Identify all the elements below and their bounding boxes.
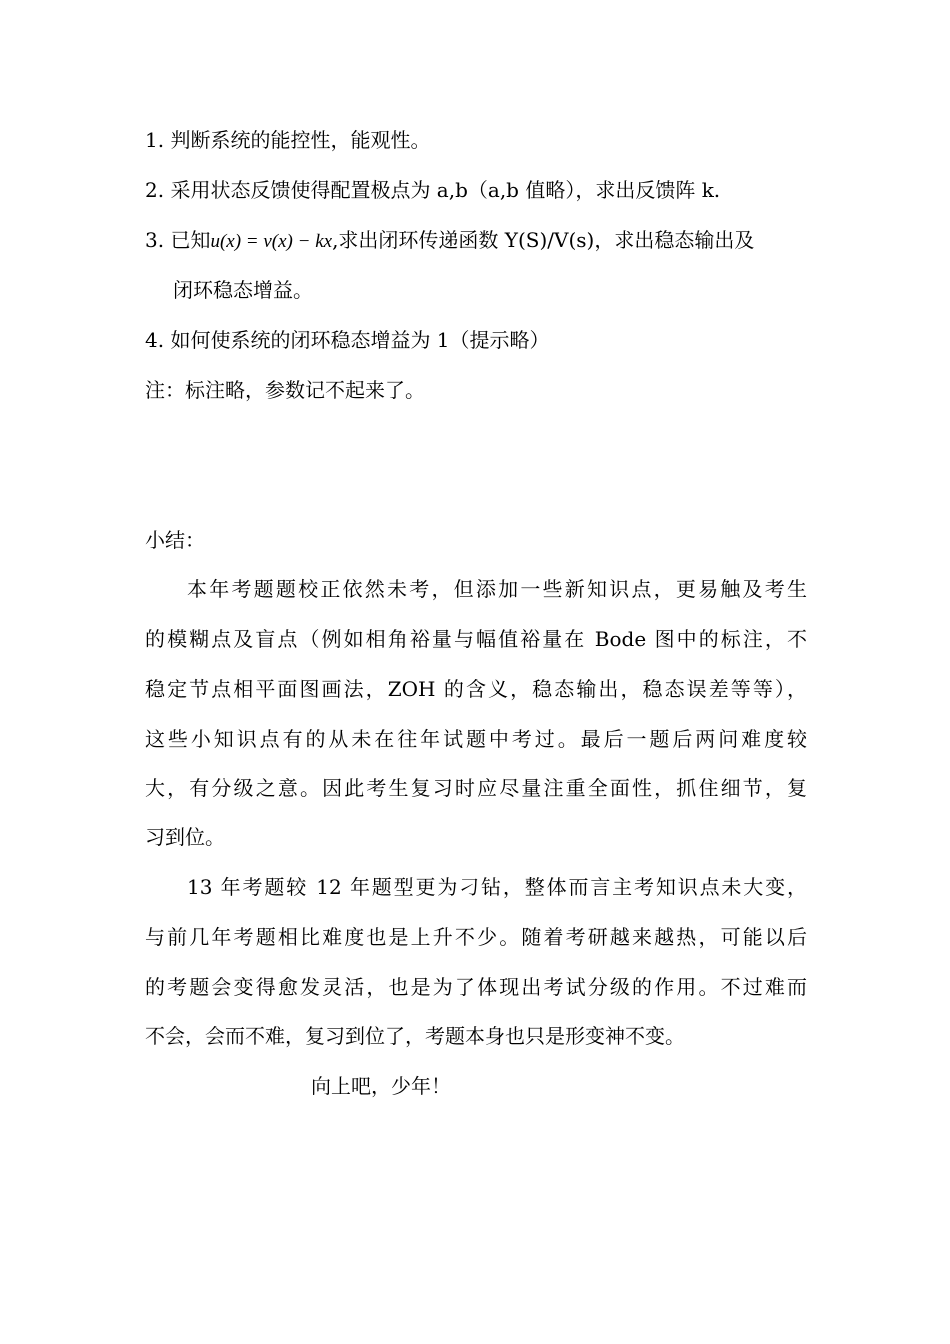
question-4-text: 如何使系统的闭环稳态增益为 1（提示略）: [170, 328, 550, 352]
paragraph-line: 的考题会变得愈发灵活，也是为了体现出考试分级的作用。不过难而: [145, 975, 807, 999]
paragraph-line: 与前几年考题相比难度也是上升不少。随着考研越来越热，可能以后: [145, 925, 807, 949]
paragraph-line: 的模糊点及盲点（例如相角裕量与幅值裕量在 Bode 图中的标注，不: [145, 627, 807, 651]
question-3-post: ,求出闭环传递函数 Y(S)/V(s)，求出稳态输出及: [332, 228, 755, 252]
closing-line: 向上吧，少年！: [311, 1074, 451, 1098]
question-3: [145, 226, 754, 256]
paragraph-line: 习到位。: [145, 825, 225, 849]
question-2-text: 采用状态反馈使得配置极点为 a,b（a,b 值略），求出反馈阵 k.: [170, 178, 721, 202]
note: 注：标注略，参数记不起来了。: [145, 378, 425, 402]
question-2-number: 2.: [145, 178, 165, 202]
summary-heading: 小结：: [145, 528, 205, 552]
question-3-formula: u(x) = v(x) − kx: [210, 231, 333, 252]
question-1-number: 1.: [145, 128, 165, 152]
paragraph-line: 不会，会而不难，复习到位了，考题本身也只是形变神不变。: [145, 1024, 685, 1048]
question-2: [145, 176, 720, 204]
question-4: [145, 326, 550, 354]
question-3-number: 3.: [145, 228, 165, 252]
paragraph-line: 大，有分级之意。因此考生复习时应尽量注重全面性，抓住细节，复: [145, 776, 807, 800]
paragraph-line: 13 年考题较 12 年题型更为刁钻，整体而言主考知识点未大变，: [187, 875, 807, 899]
question-3-pre: 已知: [170, 228, 211, 252]
question-1-text: 判断系统的能控性，能观性。: [170, 128, 431, 152]
question-4-number: 4.: [145, 328, 165, 352]
question-1: [145, 126, 430, 154]
paragraph-line: 本年考题题校正依然未考，但添加一些新知识点，更易触及考生: [187, 577, 807, 601]
paragraph-line: 这些小知识点有的从未在往年试题中考过。最后一题后两问难度较: [145, 727, 807, 751]
question-3-continuation: 闭环稳态增益。: [173, 278, 313, 302]
paragraph-line: 稳定节点相平面图画法，ZOH 的含义，稳态输出，稳态误差等等），: [145, 677, 807, 701]
